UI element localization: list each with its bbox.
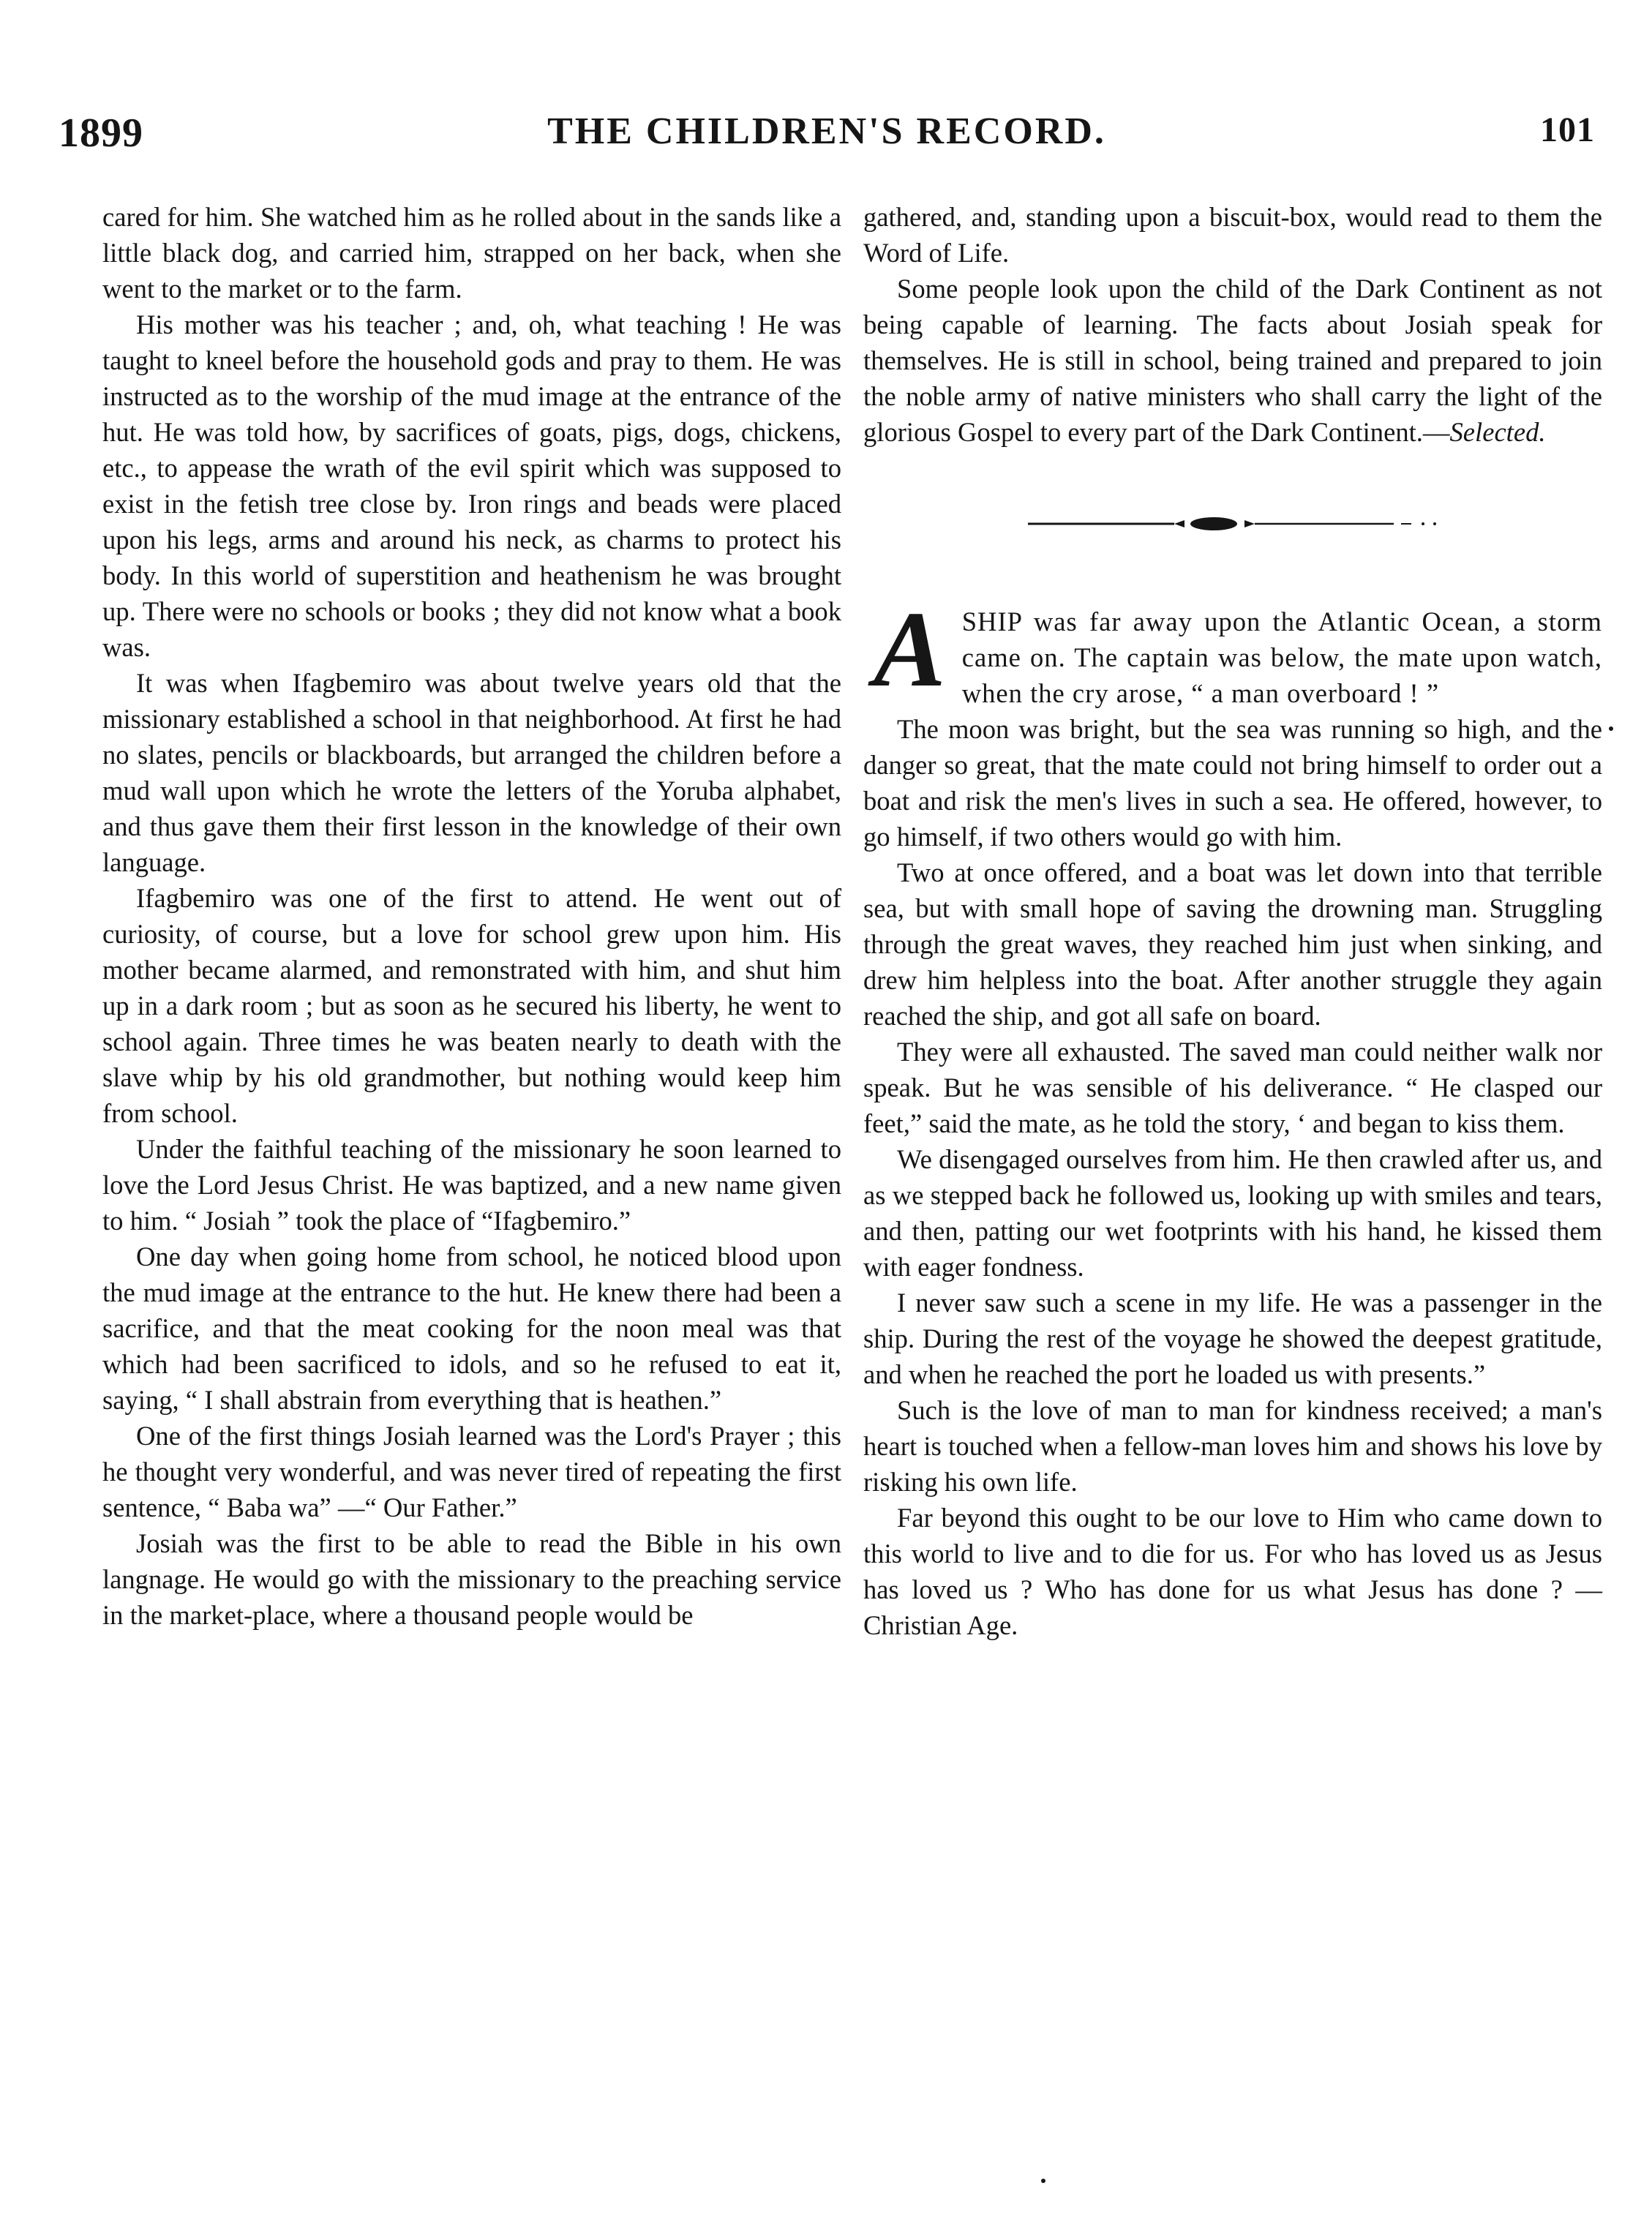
paragraph: It was when Ifagbemiro was about twelve years old that the missionary established a school in that neighborhood. At first he had no slates, pencils or blackboards, but arranged the children before a mud wall upon which he wrote the letters of the Yoruba alphabet, and thus gave them their first lesson in the knowledge of their own language. — [102, 668, 841, 877]
header-title: THE CHILDREN'S RECORD. — [547, 110, 1106, 152]
paragraph: One of the first things Josiah learned was the Lord's Prayer ; this he thought very wonderful, and was never tired of repeating the first sentence, “ Baba wa” —“ Our Father.” — [102, 1421, 841, 1522]
paragraph-text: SHIP was far away upon the Atlantic Ocean, a storm came on. The captain was below, the mate upon watch, when the cry arose, “ a man overboard ! ” — [961, 606, 1602, 708]
story-opening-paragraph — [863, 590, 1602, 711]
paragraph: I never saw such a scene in my life. He was a passenger in the ship. During the rest of the voyage he showed the deepest gratitude, and when he reached the port he loaded us with presents.” — [863, 1288, 1602, 1389]
print-speck — [1607, 724, 1615, 733]
paragraph: We disengaged ourselves from him. He then crawled after us, and as we stepped back he followed us, looking up with smiles and tears, and then, patting our wet footprints with his hand, he kissed them with eager fondness. — [863, 1144, 1602, 1282]
paragraph: cared for him. She watched him as he rolled about in the sands like a little black dog, and carried him, strapped on her back, when she went to the market or to the farm. — [102, 202, 841, 304]
right-column — [863, 199, 1602, 1643]
left-column — [102, 199, 841, 1633]
paragraph: Josiah was the first to be able to read the Bible in his own langnage. He would go with the missionary to the preaching service in the market-place, where a thousand people would be — [102, 1528, 841, 1630]
paragraph: Ifagbemiro was one of the first to attend. He went out of curiosity, of course, but a love for school grew upon him. His mother became alarmed, and remonstrated with him, and shut him up in a dark room ; but as soon as he secured his liberty, he went to school again. Three times he was beaten nearly to death with the slave whip by his old grandmother, but nothing would keep him from school. — [102, 883, 841, 1128]
page-number: 101 — [1540, 110, 1595, 149]
drop-cap-letter: A — [874, 590, 946, 710]
paragraph: They were all exhausted. The saved man could neither walk nor speak. But he was sensible of his deliverance. “ He clasped our feet,” said the mate, as he told the story, ‘ and began to kiss them. — [863, 1037, 1602, 1138]
source-credit: Selected. — [1449, 417, 1546, 447]
print-speck — [1039, 2176, 1048, 2185]
ornamental-divider — [1028, 516, 1438, 532]
paragraph: Far beyond this ought to be our love to Him who came down to this world to live and to die for us. For who has loved us as Jesus has loved us ? Who has done for us what Jesus has done ? —Christian Age. — [863, 1503, 1602, 1640]
paragraph: gathered, and, standing upon a biscuit-box, would read to them the Word of Life. — [863, 202, 1602, 268]
paragraph: Under the faithful teaching of the missionary he soon learned to love the Lord Jesus Christ. He was baptized, and a new name given to him. “ Josiah ” took the place of “Ifagbemiro.” — [102, 1134, 841, 1236]
paragraph: His mother was his teacher ; and, oh, what teaching ! He was taught to kneel before the household gods and pray to them. He was instructed as to the worship of the mud image at the entrance of the hut. He was told how, by sacrifices of goats, pigs, dogs, chickens, etc., to appease the wrath of the evil spirit which was supposed to exist in the fetish tree close by. Iron rings and beads were placed upon his legs, arms and around his neck, as charms to protect his body. In this world of superstition and heathenism he was brought up. There were no schools or books ; they did not know what a book was. — [102, 309, 841, 662]
paragraph — [863, 271, 1602, 450]
paragraph: Such is the love of man to man for kindness received; a man's heart is touched when a fellow-man loves him and shows his love by risking his own life. — [863, 1395, 1602, 1497]
header-year: 1899 — [59, 110, 143, 156]
paragraph-text: Some people look upon the child of the Dark Continent as not being capable of learning. The facts about Josiah speak for themselves. He is still in school, being trained and prepared to join the noble army of native ministers who shall carry the light of the glorious Gospel to every part of the Dark Continent.— — [863, 274, 1602, 447]
paragraph: Two at once offered, and a boat was let down into that terrible sea, but with small hope of saving the drowning man. Struggling through the great waves, they reached him just when sinking, and drew him helpless into the boat. After another struggle they again reached the ship, and got all safe on board. — [863, 857, 1602, 1031]
running-head — [59, 110, 1595, 168]
paragraph: The moon was bright, but the sea was running so high, and the danger so great, that the mate could not bring himself to order out a boat and risk the men's lives in such a sea. He offered, however, to go himself, if two others would go with him. — [863, 714, 1602, 852]
paragraph: One day when going home from school, he noticed blood upon the mud image at the entrance to the hut. He knew there had been a sacrifice, and that the meat cooking for the noon meal was that which had been sacrificed to idols, and so he refused to eat it, saying, “ I shall abstrain from everything that is heathen.” — [102, 1241, 841, 1415]
